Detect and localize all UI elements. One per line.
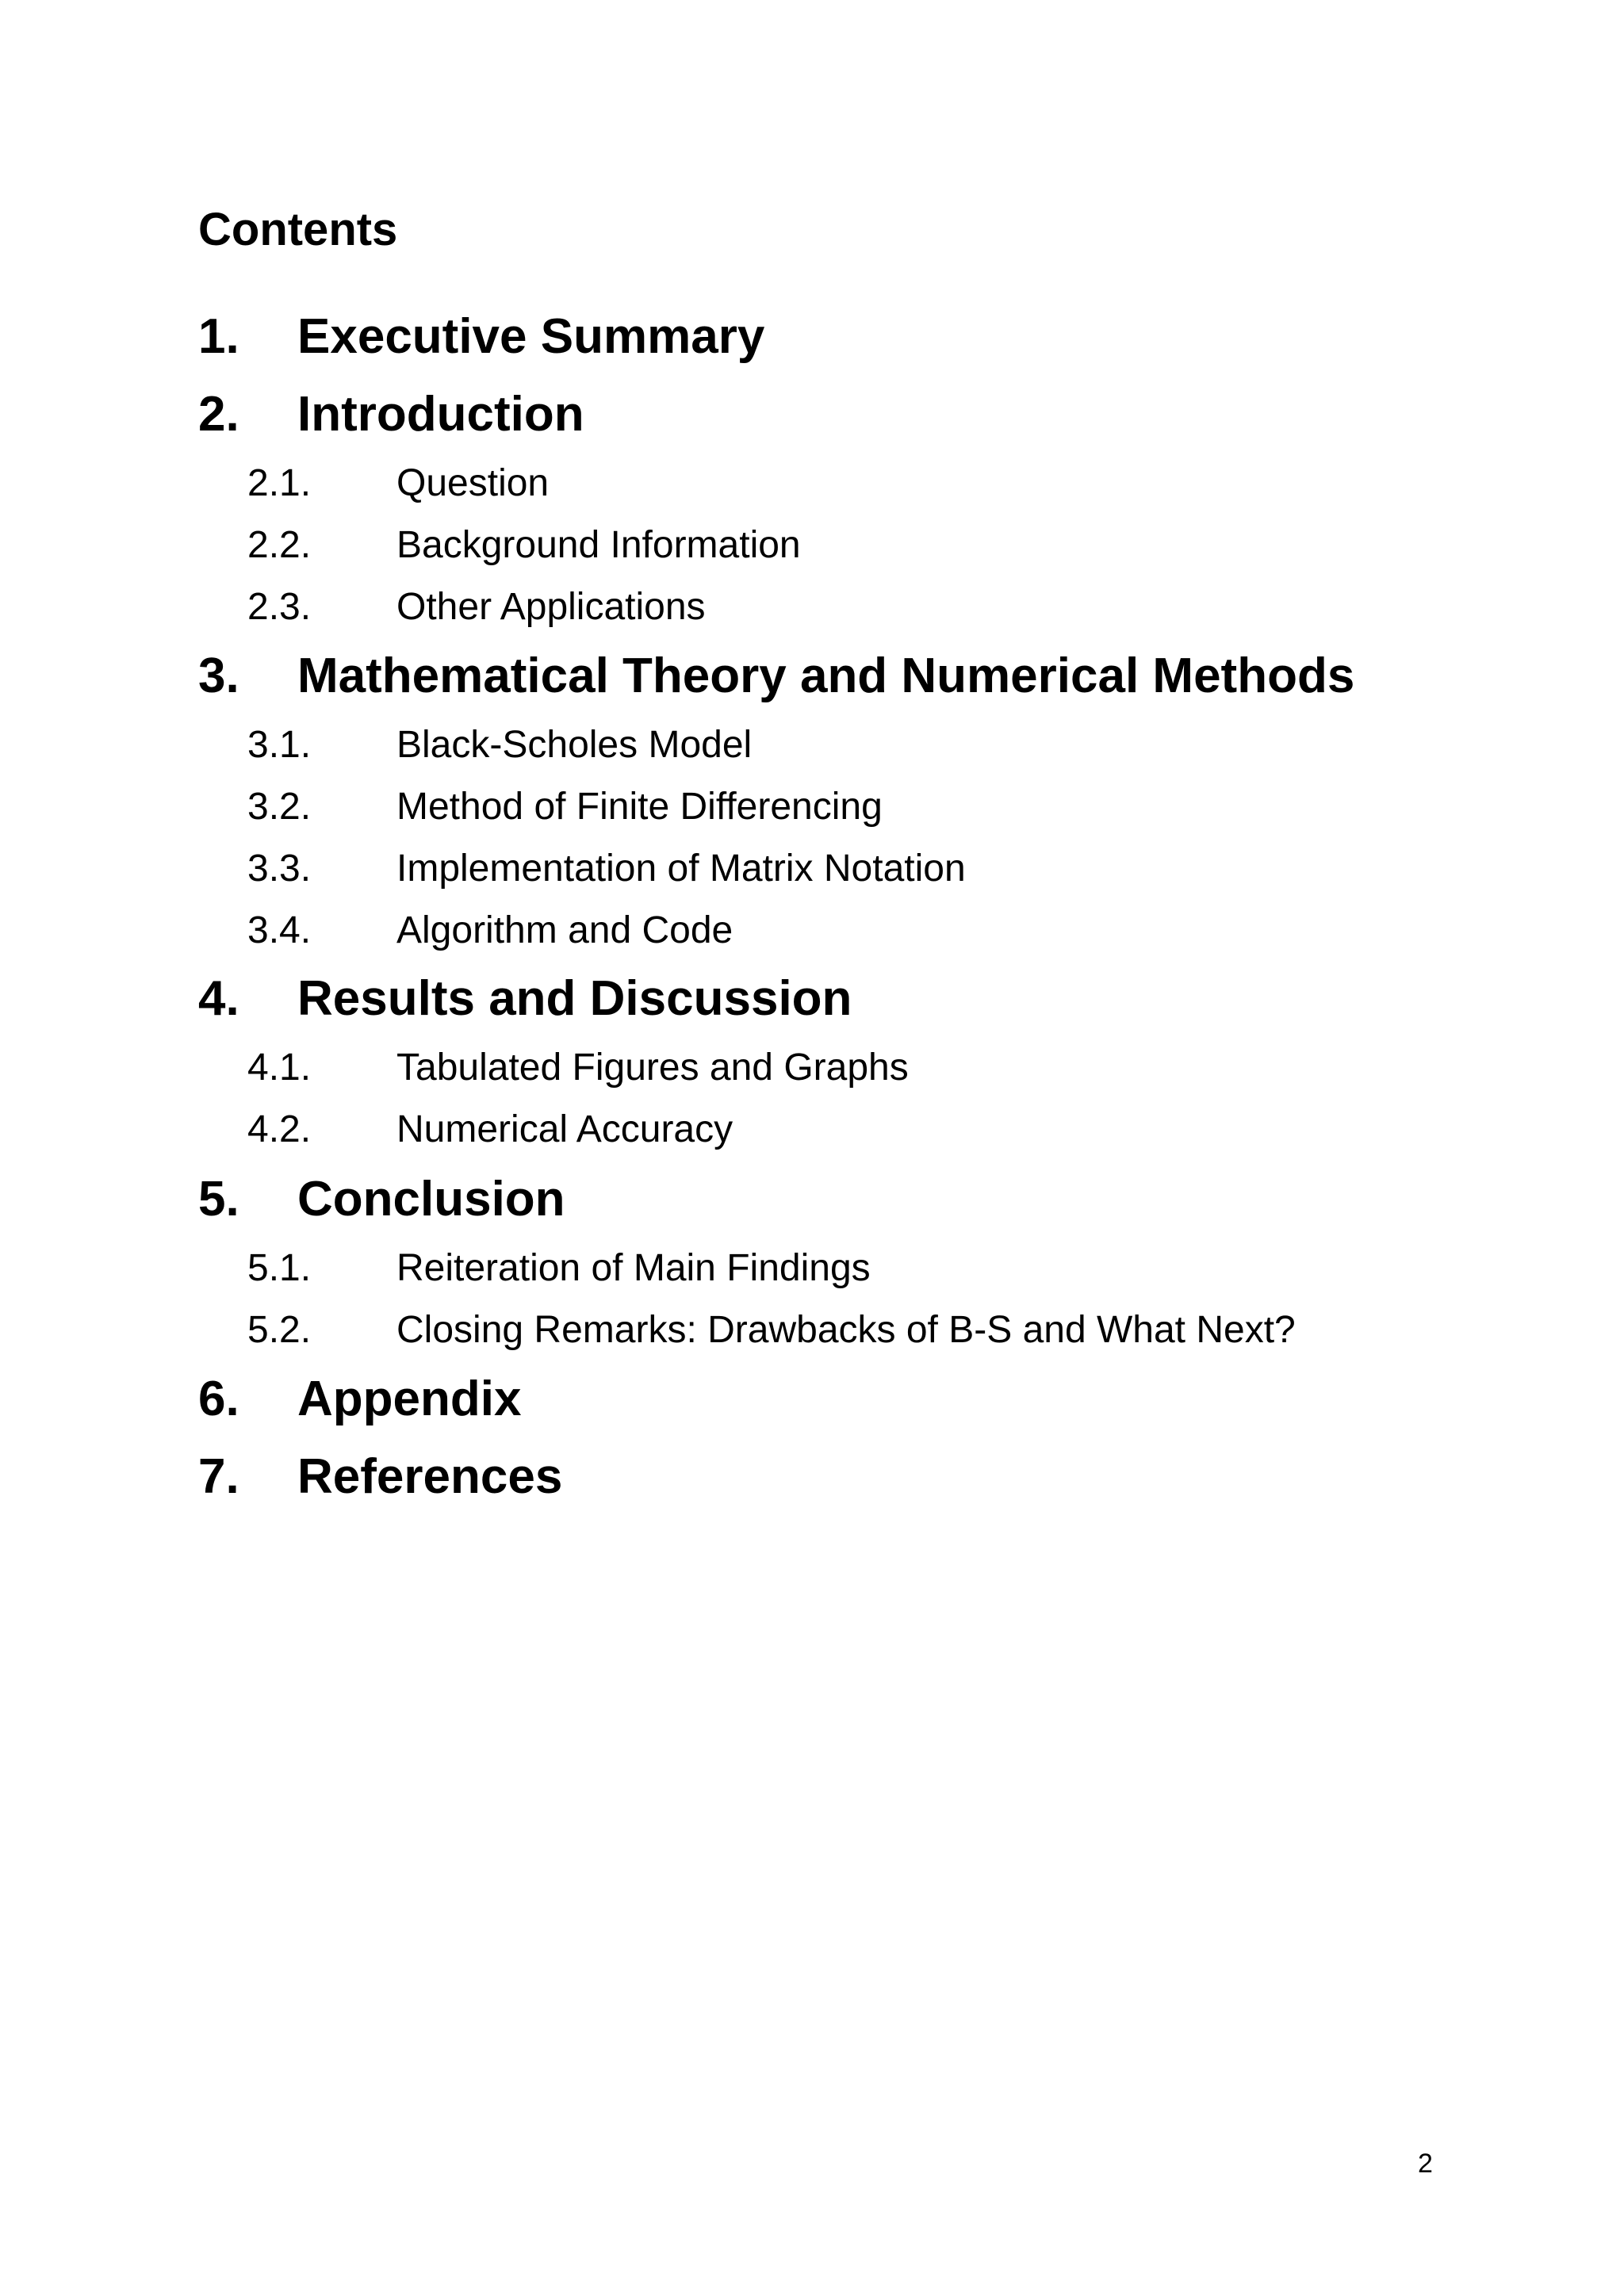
toc-entry-title: Reiteration of Main Findings — [396, 1247, 871, 1289]
toc-entry-number: 5.1. — [247, 1247, 312, 1289]
toc-entry-title: Question — [396, 462, 550, 504]
toc-entry-title: Mathematical Theory and Numerical Methods — [297, 649, 1355, 703]
toc-entry-title: Executive Summary — [297, 309, 765, 364]
toc-entry-title: Algorithm and Code — [396, 909, 733, 951]
toc-entry-number: 3.2. — [247, 786, 312, 828]
toc-entry-number: 3.1. — [247, 724, 312, 766]
toc-entry-number: 2.3. — [247, 586, 312, 628]
toc-entry-title: Numerical Accuracy — [396, 1108, 733, 1150]
toc-entry-number: 2.2. — [247, 524, 312, 566]
toc-entry-title: Black-Scholes Model — [396, 724, 753, 766]
toc-entry-number: 3.4. — [247, 909, 312, 951]
toc-entry-title: Conclusion — [297, 1172, 565, 1226]
toc-entry-title: Introduction — [297, 387, 584, 442]
toc-entry-number: 4. — [198, 971, 239, 1026]
toc-entry-number: 1. — [198, 309, 239, 364]
toc-entry-title: Results and Discussion — [297, 971, 852, 1026]
toc-entry-title: Tabulated Figures and Graphs — [396, 1047, 909, 1089]
page-number: 2 — [1418, 2149, 1433, 2179]
toc-entry-number: 3. — [198, 649, 239, 703]
toc-entry-title: Method of Finite Differencing — [396, 786, 883, 828]
toc-entry-number: 2.1. — [247, 462, 312, 504]
toc-entry-title: References — [297, 1449, 563, 1504]
toc-entry-title: Implementation of Matrix Notation — [396, 848, 966, 890]
toc-entry-number: 3.3. — [247, 848, 312, 890]
toc-entry-title: Other Applications — [396, 586, 706, 628]
toc-entry-number: 4.1. — [247, 1047, 312, 1089]
toc-entry-number: 4.2. — [247, 1108, 312, 1150]
toc-entry-title: Appendix — [297, 1372, 522, 1426]
toc-entry-title: Closing Remarks: Drawbacks of B-S and What Next? — [396, 1309, 1296, 1351]
contents-heading: Contents — [198, 204, 398, 255]
toc-entry-number: 7. — [198, 1449, 239, 1504]
toc-entry-number: 5. — [198, 1172, 239, 1226]
toc-entry-number: 6. — [198, 1372, 239, 1426]
toc-entry-number: 2. — [198, 387, 239, 442]
toc-entry-number: 5.2. — [247, 1309, 312, 1351]
toc-entry-title: Background Information — [396, 524, 801, 566]
